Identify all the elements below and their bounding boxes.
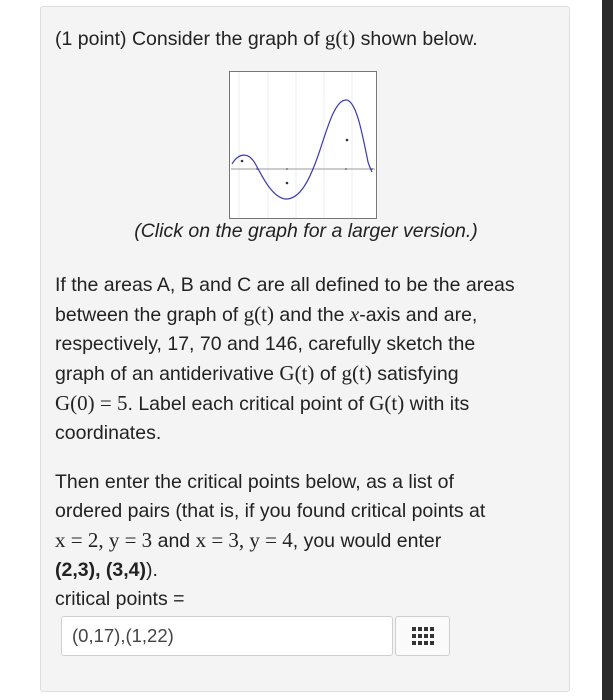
label-dot-c [346, 139, 349, 142]
answer-label: critical points = [55, 588, 185, 610]
label-dot-a [241, 160, 244, 163]
problem-intro: (1 point) Consider the graph of g(t) shown below. [55, 26, 478, 50]
problem-description: If the areas A, B and C are all defined to be the areas between the graph of g(t) and the x-axis and are, respectively, 17, 70 and 146, carefully sketch the graph of an antiderivative G(t) of g(t) satisfying G(0) = 5. Label each critical point of G(t) with its coordinates. [55, 274, 515, 444]
answer-instructions: Then enter the critical points below, as a list of ordered pairs (that is, if you found critical points at x = 2, y = 3 and x = 3, y = 4, you would enter (2,3), (3,4)). [55, 471, 486, 581]
g-curve [232, 100, 372, 199]
window-edge [602, 0, 613, 700]
graph-thumbnail[interactable] [229, 71, 377, 219]
equation-palette-button[interactable] [395, 616, 450, 656]
graph-svg [230, 72, 376, 218]
graph-caption: (Click on the graph for a larger version.) [134, 220, 478, 242]
grid-palette-icon [412, 627, 434, 645]
problem-card [40, 6, 570, 692]
label-dot-b [286, 182, 289, 185]
critical-points-input[interactable] [61, 616, 393, 656]
